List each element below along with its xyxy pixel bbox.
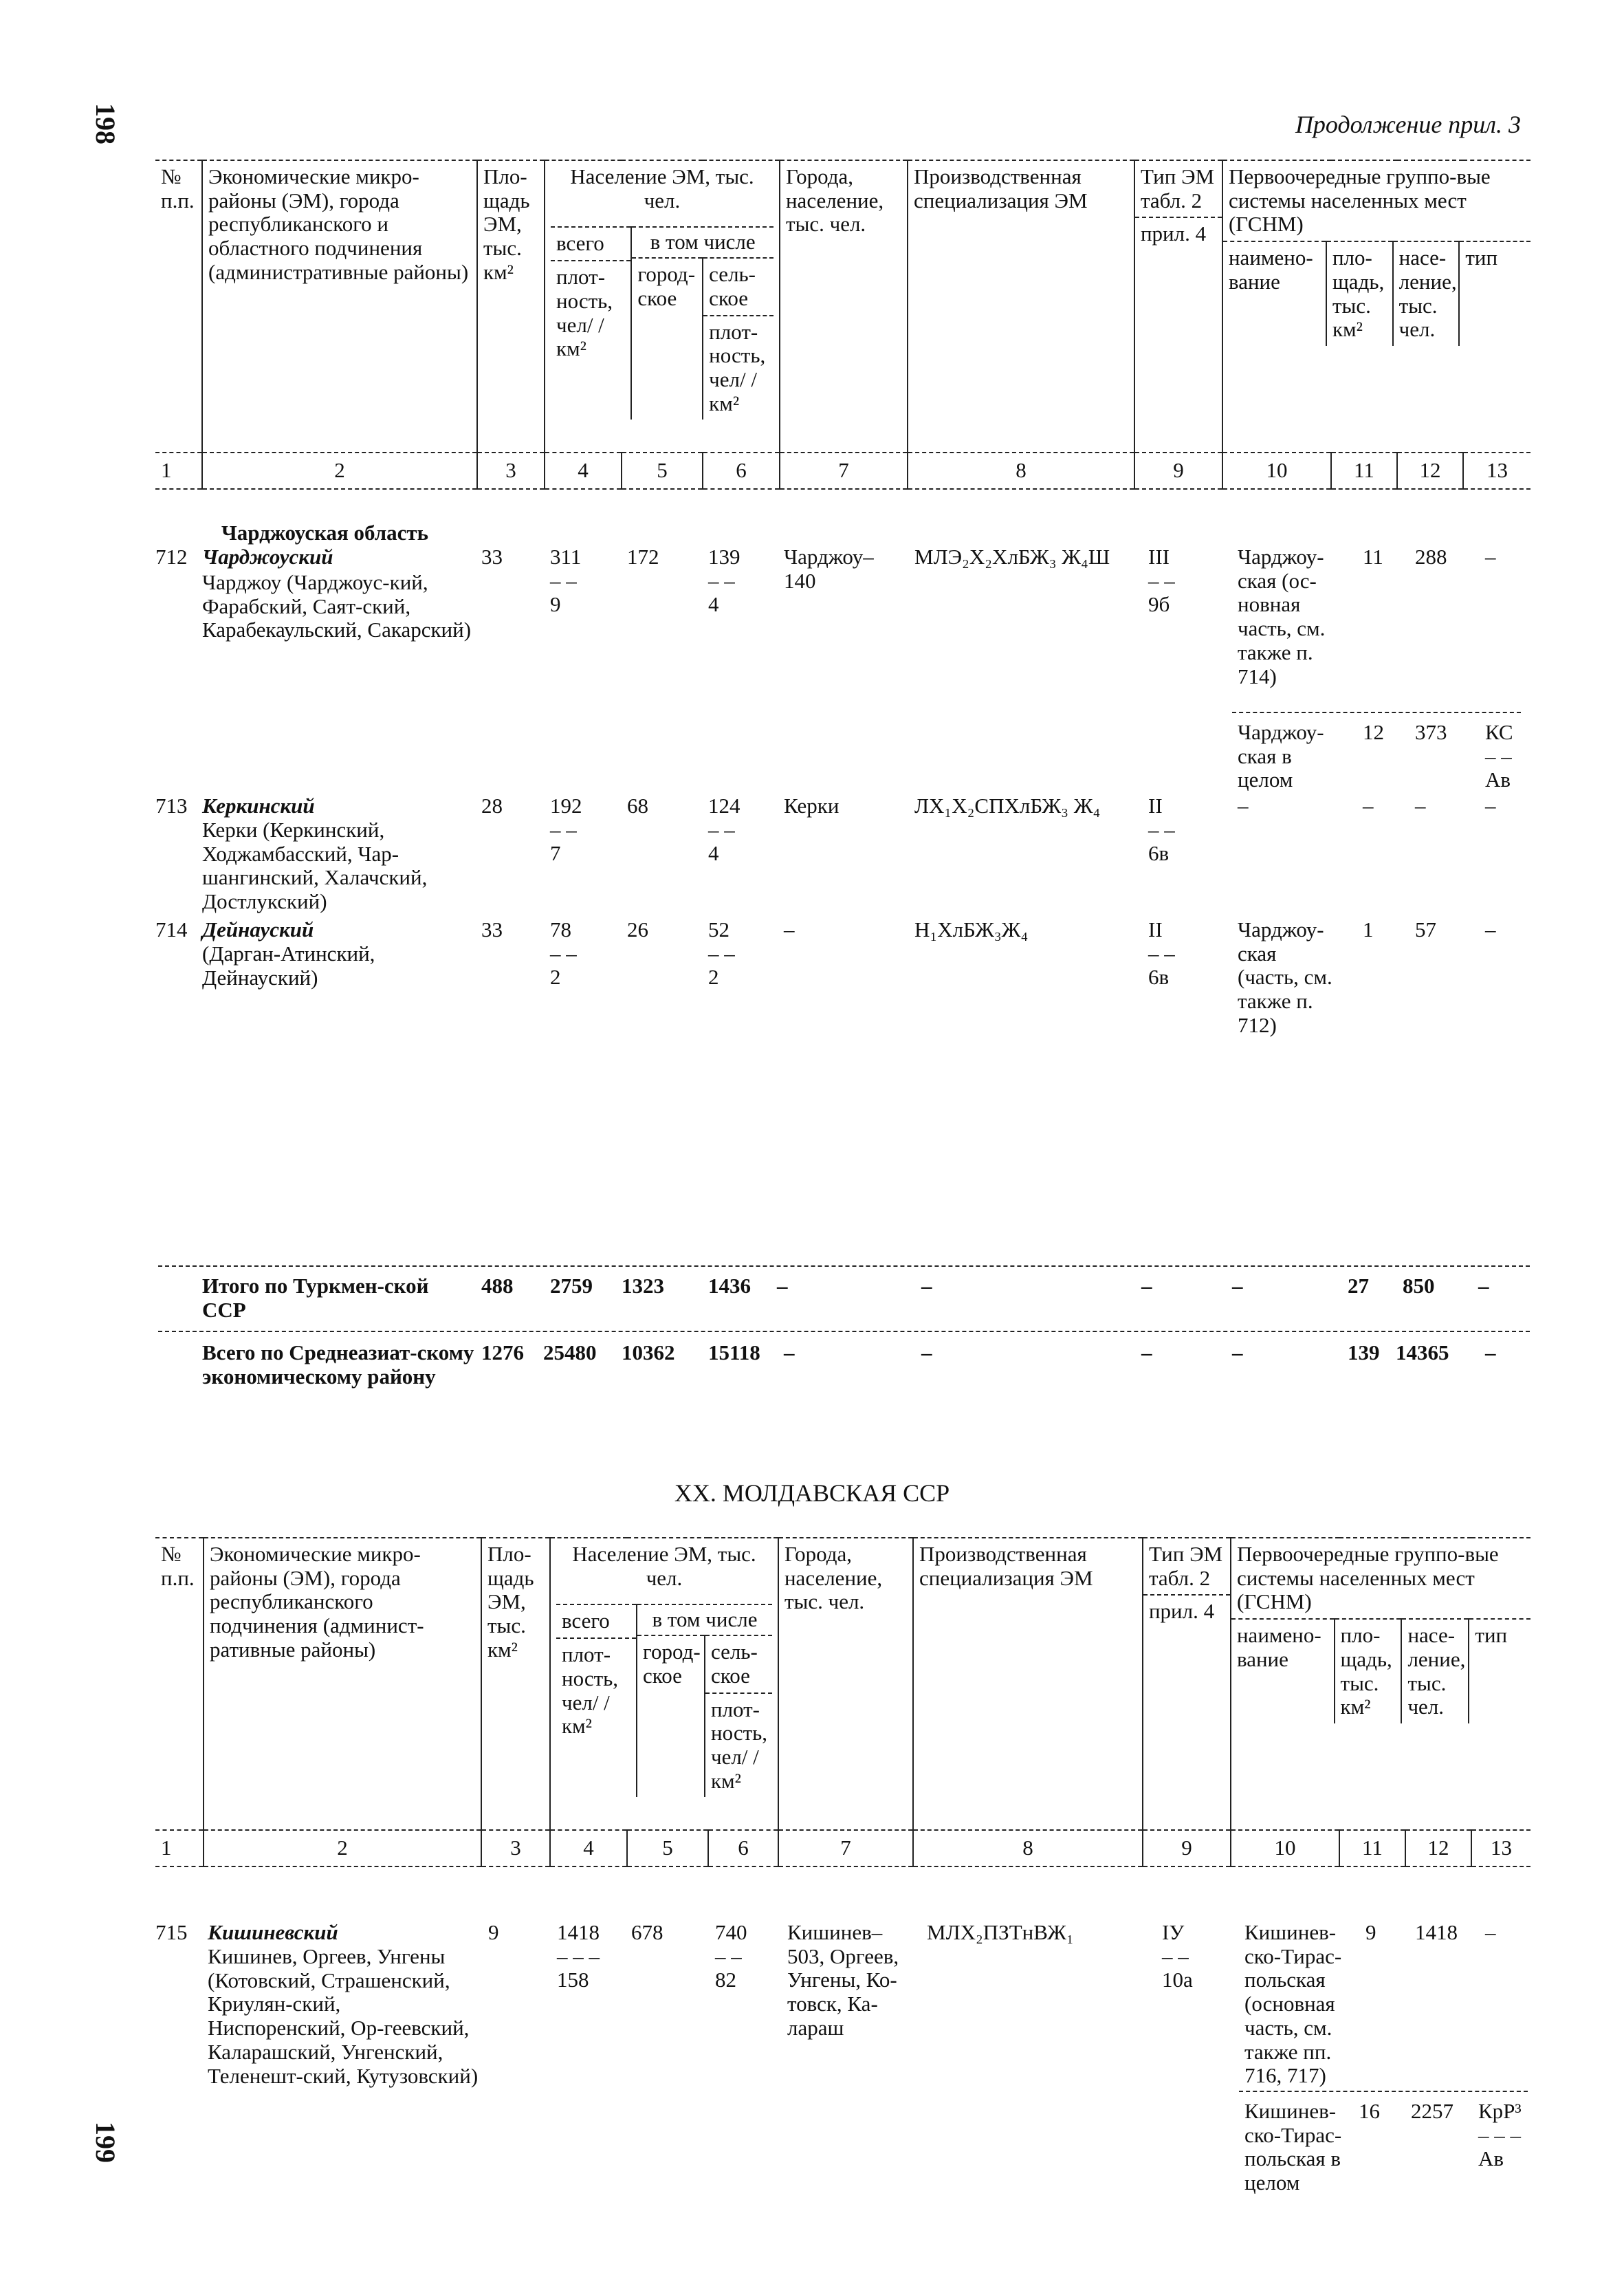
col2-num-13: 13 bbox=[1471, 1830, 1530, 1866]
row-713-density: 7 bbox=[550, 841, 561, 866]
row-712-density: 9 bbox=[550, 592, 561, 617]
row-715-urban: 678 bbox=[631, 1920, 663, 1944]
header-pop-incl-label: в том числе bbox=[650, 230, 756, 254]
row-715-gsnm2-area: 16 bbox=[1359, 2099, 1380, 2123]
col-num-8: 8 bbox=[908, 453, 1134, 489]
total-turkmen-type: – bbox=[1141, 1274, 1152, 1298]
row-713-type-a: II bbox=[1148, 794, 1163, 818]
row-715-number: 715 bbox=[155, 1920, 188, 1944]
header2-pop-density: плот-ность, чел/ /км² bbox=[556, 1637, 636, 1739]
header-pop-all-label: всего bbox=[556, 231, 604, 256]
total-central-asia-city: – bbox=[784, 1340, 795, 1364]
col2-num-7: 7 bbox=[778, 1830, 913, 1866]
row-715-city: Кишинев–503, Оргеев, Унгены, Ко-товск, Ка-лараш bbox=[787, 1920, 899, 2040]
col-num-3: 3 bbox=[477, 453, 545, 489]
row-713-districts: Керки (Керкинский, Ходжамбасский, Чар-шангинский, Халачский, Достлукский) bbox=[202, 818, 428, 914]
row-713-number: 713 bbox=[155, 794, 188, 818]
col2-num-1: 1 bbox=[155, 1830, 204, 1866]
row-712-type-b: 9б bbox=[1148, 592, 1170, 617]
header2-population-label: Население ЭМ, тыс. чел. bbox=[572, 1542, 756, 1590]
row-712-gsnm2-name: Чарджоу-ская в целом bbox=[1238, 720, 1324, 792]
row-712-rural: 139 bbox=[708, 545, 740, 569]
header-gsnm-pop: насе-ление, тыс. чел. bbox=[1393, 241, 1460, 346]
row-712-gsnm1-area: 11 bbox=[1363, 545, 1383, 569]
row-712-city: Чарджоу–140 bbox=[784, 545, 874, 593]
row-713-gsnm-area: – bbox=[1363, 794, 1374, 818]
row-715-type-a: IУ bbox=[1162, 1920, 1185, 1944]
total-central-asia-area: 1276 bbox=[481, 1340, 524, 1364]
row-715-type-b: 10а bbox=[1162, 1968, 1193, 1992]
total-central-asia-gsnm-pop: 14365 bbox=[1396, 1340, 1449, 1364]
continuation-label: Продолжение прил. 3 bbox=[1295, 111, 1521, 138]
header2-pop-incl-label: в том числе bbox=[652, 1607, 758, 1632]
col2-num-4: 4 bbox=[550, 1830, 627, 1866]
row-713-urban: 68 bbox=[627, 794, 648, 818]
row-714-rural-density: 2 bbox=[708, 965, 719, 990]
row-712-gsnm2-pop: 373 bbox=[1415, 720, 1447, 744]
row-713-rural-density: 4 bbox=[708, 841, 719, 866]
total-turkmen-label: Итого по Туркмен-ской ССР bbox=[202, 1274, 429, 1322]
row-715-total: 1418 bbox=[557, 1920, 600, 1944]
row-714-density: 2 bbox=[550, 965, 561, 990]
row-715-name: Кишиневский bbox=[208, 1920, 338, 1944]
header2-gsnm bbox=[1231, 1538, 1530, 1830]
row-713-type-b: 6в bbox=[1148, 841, 1170, 866]
header-pop-rural bbox=[703, 258, 773, 420]
header2-gsnm-area: пло-щадь, тыс. км² bbox=[1335, 1619, 1402, 1723]
col2-num-10: 10 bbox=[1231, 1830, 1339, 1866]
header2-gsnm-name: наимено-вание bbox=[1231, 1619, 1335, 1723]
total-turkmen-gsnm-pop: 850 bbox=[1403, 1274, 1435, 1298]
row-712-area: 33 bbox=[481, 545, 503, 569]
row-713-name: Керкинский bbox=[202, 794, 315, 818]
row-714-gsnm-name: Чарджоу-ская (часть, см. также п. 712) bbox=[1238, 917, 1332, 1037]
row-714-pop-rural: 52 – – 2 bbox=[708, 917, 735, 990]
col2-num-2: 2 bbox=[204, 1830, 481, 1866]
header-microregions: Экономические микро-районы (ЭМ), города республиканского и областного подчинения (административные районы) bbox=[202, 160, 477, 453]
row-712-name: Чарджоуский bbox=[202, 545, 333, 569]
row-714-urban: 26 bbox=[627, 917, 648, 941]
total-central-asia-type: – bbox=[1141, 1340, 1152, 1364]
header2-number: № п.п. bbox=[155, 1538, 204, 1830]
row-715-density: 158 bbox=[557, 1968, 589, 1992]
row-713-pop-total: 192 – – 7 bbox=[550, 794, 582, 866]
header-number: № п.п. bbox=[155, 160, 202, 453]
header-pop-incl bbox=[631, 227, 773, 420]
total-turkmen-gsnm-type: – bbox=[1478, 1274, 1489, 1298]
col-num-1: 1 bbox=[155, 453, 202, 489]
header2-gsnm-label: Первоочередные группо-вые системы населенных мест (ГСНМ) bbox=[1236, 1542, 1499, 1614]
section-title: XX. МОЛДАВСКАЯ ССР bbox=[674, 1479, 950, 1507]
total-turkmen-city: – bbox=[777, 1274, 788, 1298]
header-gsnm-type: тип bbox=[1459, 241, 1530, 346]
header2-gsnm-type: тип bbox=[1469, 1619, 1530, 1723]
row-715-pop-rural: 740 – – 82 bbox=[715, 1920, 747, 1992]
row-715-area: 9 bbox=[488, 1920, 499, 1944]
header2-gsnm-pop: насе-ление, тыс. чел. bbox=[1401, 1619, 1469, 1723]
col-num-5: 5 bbox=[622, 453, 703, 489]
col2-num-11: 11 bbox=[1339, 1830, 1405, 1866]
header2-cities: Города, население, тыс. чел. bbox=[778, 1538, 913, 1830]
row-715-gsnm-divider bbox=[1239, 2091, 1528, 2092]
row-712-urban: 172 bbox=[627, 545, 659, 569]
row-713-city: Керки bbox=[784, 794, 840, 818]
col-num-13: 13 bbox=[1463, 453, 1530, 489]
header-population bbox=[545, 160, 780, 453]
row-712-spec: МЛЭ₂Х₂ХлБЖ₃ Ж₄Ш bbox=[914, 545, 1110, 569]
total-turkmen-gsnm-name: – bbox=[1232, 1274, 1243, 1298]
row-714-type-a: II bbox=[1148, 917, 1163, 941]
header-gsnm-label: Первоочередные группо-вые системы населенных мест (ГСНМ) bbox=[1228, 164, 1491, 237]
total-turkmen-area: 488 bbox=[481, 1274, 514, 1298]
row-713-pop-rural: 124 – – 4 bbox=[708, 794, 740, 866]
col2-num-6: 6 bbox=[708, 1830, 778, 1866]
row-712-gsnm2-type-a: КС bbox=[1485, 720, 1513, 744]
row-713-total: 192 bbox=[550, 794, 582, 818]
row-715-rural: 740 bbox=[715, 1920, 747, 1944]
total-turkmen-total: 2759 bbox=[550, 1274, 593, 1298]
header-pop-density: плот-ность, чел/ /км² bbox=[551, 260, 630, 361]
row-714-districts: (Дарган-Атинский, Дейнауский) bbox=[202, 941, 375, 990]
row-712-pop-rural: 139 – – 4 bbox=[708, 545, 740, 617]
row-715-rural-density: 82 bbox=[715, 1968, 736, 1992]
header2-microregions: Экономические микро-районы (ЭМ), города республиканского подчинения (админист-ративные районы) bbox=[204, 1538, 481, 1830]
header2-pop-incl bbox=[637, 1604, 772, 1797]
col-num-2: 2 bbox=[202, 453, 477, 489]
row-713-gsnm-type: – bbox=[1485, 794, 1496, 818]
table-header-turkmen bbox=[155, 160, 1530, 490]
total-turkmen-spec: – bbox=[921, 1274, 932, 1298]
row-712-gsnm1-name: Чарджоу-ская (ос-новная часть, см. также п. 714) bbox=[1238, 545, 1326, 688]
header-type bbox=[1134, 160, 1222, 453]
header2-area: Пло-щадь ЭМ, тыс. км² bbox=[481, 1538, 550, 1830]
row-712-gsnm2-type: КС – – Ав bbox=[1485, 720, 1513, 792]
row-714-gsnm-pop: 57 bbox=[1415, 917, 1436, 941]
header-gsnm bbox=[1222, 160, 1530, 453]
total-central-asia-rural: 15118 bbox=[708, 1340, 760, 1364]
col2-num-9: 9 bbox=[1143, 1830, 1231, 1866]
row-712-rural-density: 4 bbox=[708, 592, 719, 617]
row-714-pop-total: 78 – – 2 bbox=[550, 917, 577, 990]
row-715-gsnm1-pop: 1418 bbox=[1415, 1920, 1458, 1944]
col-num-11: 11 bbox=[1331, 453, 1397, 489]
row-712-type: III – – 9б bbox=[1148, 545, 1175, 617]
total-central-asia-spec: – bbox=[921, 1340, 932, 1364]
row-715-gsnm2-type-b: Ав bbox=[1478, 2146, 1504, 2171]
row-715-districts: Кишинев, Оргеев, Унгены (Котовский, Страшенский, Криулян-ский, Ниспоренский, Ор-геевский, Каларашский, Унгенский, Теленешт-ский, Кутузовский) bbox=[208, 1944, 479, 2088]
row-713-type: II – – 6в bbox=[1148, 794, 1175, 866]
row-714-gsnm-type: – bbox=[1485, 917, 1496, 941]
col-num-10: 10 bbox=[1222, 453, 1331, 489]
header-gsnm-name: наимено-вание bbox=[1223, 241, 1326, 346]
row-713-spec: ЛХ₁Х₂СПХлБЖ₃ Ж₄ bbox=[914, 794, 1101, 818]
row-715-gsnm1-name: Кишинев-ско-Тирас-польская (основная часть, см. также пп. 716, 717) bbox=[1244, 1920, 1342, 2088]
row-712-gsnm-divider bbox=[1232, 712, 1521, 713]
col2-num-3: 3 bbox=[481, 1830, 550, 1866]
header-specialization: Производственная специализация ЭМ bbox=[908, 160, 1134, 453]
header2-type bbox=[1143, 1538, 1231, 1830]
page-number-bottom: 199 bbox=[90, 2122, 121, 2163]
region-heading: Чарджоуская область bbox=[221, 521, 429, 545]
totals-mid-divider bbox=[158, 1331, 1530, 1332]
header2-type-appendix: прил. 4 bbox=[1143, 1594, 1230, 1624]
header-area: Пло-щадь ЭМ, тыс. км² bbox=[477, 160, 545, 453]
row-712-pop-total: 311 – – 9 bbox=[550, 545, 582, 617]
table-header-moldova bbox=[155, 1537, 1530, 1867]
header-pop-urban: город-ское bbox=[632, 258, 703, 420]
header2-pop-rural-density: плот-ность, чел/ /км² bbox=[705, 1692, 772, 1794]
row-715-type: IУ – – 10а bbox=[1162, 1920, 1193, 1992]
row-713-area: 28 bbox=[481, 794, 503, 818]
row-715-gsnm2-type-a: КрР³ bbox=[1478, 2099, 1522, 2123]
col-num-7: 7 bbox=[780, 453, 908, 489]
col-num-4: 4 bbox=[545, 453, 622, 489]
row-715-gsnm2-pop: 2257 bbox=[1411, 2099, 1453, 2123]
row-714-number: 714 bbox=[155, 917, 188, 941]
col-num-6: 6 bbox=[703, 453, 780, 489]
row-714-spec: Н₁ХлБЖ₃Ж₄ bbox=[914, 917, 1029, 941]
row-712-total: 311 bbox=[550, 545, 582, 569]
row-714-rural: 52 bbox=[708, 917, 729, 941]
total-turkmen-urban: 1323 bbox=[622, 1274, 664, 1298]
total-turkmen-gsnm-area: 27 bbox=[1348, 1274, 1369, 1298]
col2-num-8: 8 bbox=[913, 1830, 1143, 1866]
total-central-asia-gsnm-name: – bbox=[1232, 1340, 1243, 1364]
header2-pop-all-label: всего bbox=[562, 1609, 610, 1633]
row-712-number: 712 bbox=[155, 545, 188, 569]
header-type-appendix: прил. 4 bbox=[1135, 217, 1222, 246]
header2-pop-urban: город-ское bbox=[637, 1635, 705, 1797]
row-712-districts: Чарджоу (Чарджоус-кий, Фарабский, Саят-ский, Карабекаульский, Сакарский) bbox=[202, 570, 472, 642]
header-gsnm-area: пло-щадь, тыс. км² bbox=[1326, 241, 1393, 346]
total-central-asia-gsnm-area: 139 bbox=[1348, 1340, 1380, 1364]
row-714-type-b: 6в bbox=[1148, 965, 1170, 990]
header2-type-label: Тип ЭМ табл. 2 bbox=[1148, 1542, 1223, 1590]
total-central-asia-total: 25480 bbox=[543, 1340, 597, 1364]
header2-pop-rural-label: сель-ское bbox=[710, 1640, 758, 1688]
row-712-gsnm2-area: 12 bbox=[1363, 720, 1384, 744]
header-pop-rural-label: сель-ское bbox=[709, 262, 756, 310]
row-714-city: – bbox=[784, 917, 795, 941]
row-714-gsnm-area: 1 bbox=[1363, 917, 1374, 941]
page-number-top: 198 bbox=[90, 103, 121, 144]
header-pop-all bbox=[551, 227, 631, 420]
header2-specialization: Производственная специализация ЭМ bbox=[913, 1538, 1143, 1830]
total-turkmen-rural: 1436 bbox=[708, 1274, 751, 1298]
row-712-gsnm1-type: – bbox=[1485, 545, 1496, 569]
row-714-type: II – – 6в bbox=[1148, 917, 1175, 990]
header-type-label: Тип ЭМ табл. 2 bbox=[1140, 164, 1215, 213]
totals-top-divider bbox=[158, 1265, 1530, 1267]
row-714-area: 33 bbox=[481, 917, 503, 941]
row-712-gsnm2-type-b: Ав bbox=[1485, 768, 1511, 792]
row-713-rural: 124 bbox=[708, 794, 740, 818]
row-713-gsnm-pop: – bbox=[1415, 794, 1426, 818]
header-pop-rural-density: плот-ность, чел/ /км² bbox=[703, 315, 773, 416]
header-cities: Города, население, тыс. чел. bbox=[780, 160, 908, 453]
row-715-spec: МЛХ₂ПЗТнВЖ₁ bbox=[927, 1920, 1074, 1944]
col2-num-12: 12 bbox=[1405, 1830, 1471, 1866]
col2-num-5: 5 bbox=[627, 1830, 708, 1866]
total-central-asia-gsnm-type: – bbox=[1485, 1340, 1496, 1364]
col-num-9: 9 bbox=[1134, 453, 1222, 489]
row-715-gsnm1-area: 9 bbox=[1365, 1920, 1376, 1944]
total-central-asia-label: Всего по Среднеазиат-скому экономическому району bbox=[202, 1340, 474, 1389]
total-central-asia-urban: 10362 bbox=[622, 1340, 675, 1364]
row-712-gsnm1-pop: 288 bbox=[1415, 545, 1447, 569]
row-715-gsnm2-type: КрР³ – – – Ав bbox=[1478, 2099, 1522, 2171]
row-712-type-a: III bbox=[1148, 545, 1170, 569]
row-715-gsnm1-type: – bbox=[1485, 1920, 1496, 1944]
row-714-total: 78 bbox=[550, 917, 571, 941]
row-714-name: Дейнауский bbox=[202, 917, 314, 941]
col-num-12: 12 bbox=[1397, 453, 1463, 489]
row-715-gsnm2-name: Кишинев-ско-Тирас-польская в целом bbox=[1244, 2099, 1342, 2195]
header2-pop-all bbox=[556, 1604, 637, 1797]
row-715-pop-total: 1418 – – – 158 bbox=[557, 1920, 600, 1992]
header2-population bbox=[550, 1538, 778, 1830]
row-713-gsnm-name: – bbox=[1238, 794, 1249, 818]
header-population-label: Население ЭМ, тыс. чел. bbox=[570, 164, 754, 213]
header2-pop-rural bbox=[705, 1635, 772, 1797]
